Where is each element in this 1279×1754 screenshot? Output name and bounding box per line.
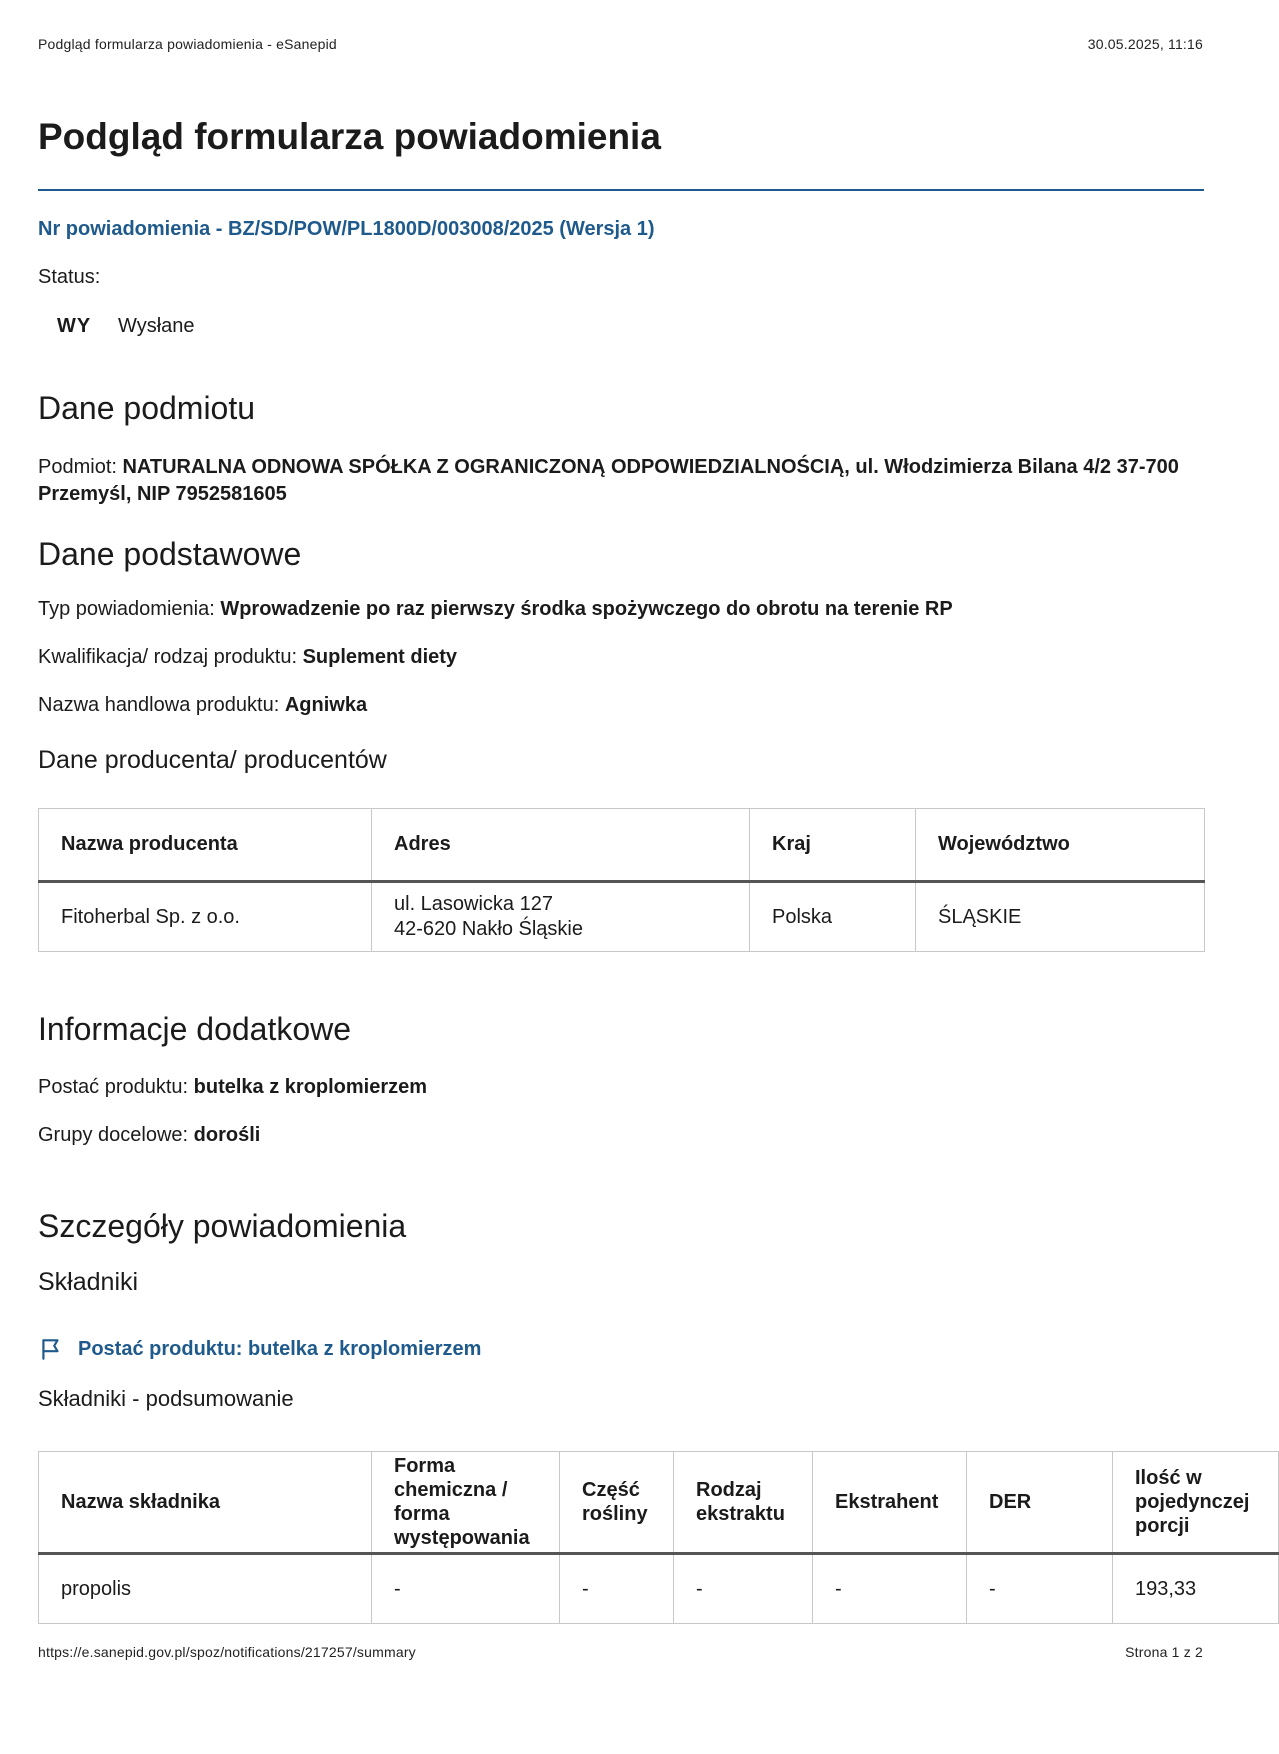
table-cell: propolis <box>39 1554 372 1624</box>
column-header: Część rośliny <box>560 1452 674 1554</box>
producer-address-cell <box>372 882 750 952</box>
table-row <box>39 1554 1279 1624</box>
column-header: Nazwa producenta <box>39 809 372 882</box>
field-label: Grupy docelowe: <box>38 1124 194 1146</box>
table-header-row <box>39 809 1205 882</box>
address-line: ul. Lasowicka 127 <box>394 893 553 915</box>
column-header: DER <box>967 1452 1113 1554</box>
address-line: 42-620 Nakło Śląskie <box>394 918 583 940</box>
print-footer-url: https://e.sanepid.gov.pl/spoz/notifications/217257/summary <box>38 1644 416 1660</box>
field-label: Kwalifikacja/ rodzaj produktu: <box>38 646 303 668</box>
field-value: butelka z kroplomierzem <box>193 1076 428 1098</box>
podmiot-value: NATURALNA ODNOWA SPÓŁKA Z OGRANICZONĄ ODPOWIEDZIALNOŚCIĄ, ul. Włodzimierza Bilana 4/2 37-700 Przemyśl, NIP 7952581605 <box>38 456 1179 505</box>
product-form-link-text: Postać produktu: butelka z kroplomierzem <box>78 1337 482 1360</box>
column-header: Ekstrahent <box>813 1452 967 1554</box>
column-header: Nazwa składnika <box>39 1452 372 1554</box>
status-text: Wysłane <box>118 315 195 337</box>
section-heading-dane-podmiotu: Dane podmiotu <box>38 390 256 426</box>
field-label: Typ powiadomienia: <box>38 598 221 620</box>
field-value: Wprowadzenie po raz pierwszy środka spożywczego do obrotu na terenie RP <box>220 598 953 620</box>
table-cell: - <box>560 1554 674 1624</box>
podmiot-label: Podmiot: <box>38 456 123 478</box>
section-heading-szczegoly: Szczegóły powiadomienia <box>38 1208 407 1244</box>
product-form-link[interactable] <box>38 1336 481 1362</box>
flag-icon <box>38 1336 64 1362</box>
ingredients-table-viewport <box>38 1451 1250 1623</box>
table-cell: 193,33 <box>1113 1554 1279 1624</box>
producer-country-cell: Polska <box>750 882 916 952</box>
field-label: Postać produktu: <box>38 1076 194 1098</box>
podmiot-field <box>38 454 1204 508</box>
grupy-docelowe-field <box>38 1124 260 1147</box>
status-code: WY <box>57 315 92 337</box>
producers-table <box>38 808 1205 952</box>
field-value: dorośli <box>193 1124 261 1146</box>
field-value: Suplement diety <box>302 646 458 668</box>
table-cell: - <box>372 1554 560 1624</box>
field-label: Nazwa handlowa produktu: <box>38 694 285 716</box>
subheading-producenci: Dane producenta/ producentów <box>38 746 387 774</box>
print-footer <box>38 1644 1203 1660</box>
column-header: Forma chemiczna / forma występowania <box>372 1452 560 1554</box>
table-cell: - <box>674 1554 813 1624</box>
table-header-row <box>39 1452 1279 1554</box>
section-heading-informacje-dodatkowe: Informacje dodatkowe <box>38 1011 352 1047</box>
postac-produktu-field <box>38 1076 427 1099</box>
table-row <box>39 882 1205 952</box>
page-title: Podgląd formularza powiadomienia <box>38 116 661 157</box>
subheading-skladniki: Składniki <box>38 1268 139 1296</box>
subheading-skladniki-podsumowanie: Składniki - podsumowanie <box>38 1386 294 1411</box>
print-header <box>38 36 1203 52</box>
notification-number: Nr powiadomienia - BZ/SD/POW/PL1800D/003008/2025 (Wersja 1) <box>38 218 655 240</box>
producer-name-cell: Fitoherbal Sp. z o.o. <box>39 882 372 952</box>
nazwa-handlowa-field <box>38 694 367 717</box>
column-header: Ilość w pojedynczej porcji <box>1113 1452 1279 1554</box>
print-header-title: Podgląd formularza powiadomienia - eSanepid <box>38 36 337 52</box>
table-cell: - <box>967 1554 1113 1624</box>
producer-region-cell: ŚLĄSKIE <box>916 882 1205 952</box>
column-header: Kraj <box>750 809 916 882</box>
column-header: Adres <box>372 809 750 882</box>
print-header-datetime: 30.05.2025, 11:16 <box>1087 36 1203 52</box>
ingredients-table <box>38 1451 1279 1624</box>
print-footer-page-number: Strona 1 z 2 <box>1125 1644 1203 1660</box>
status-label: Status: <box>38 266 101 288</box>
typ-powiadomienia-field <box>38 598 953 621</box>
column-header: Województwo <box>916 809 1205 882</box>
kwalifikacja-field <box>38 646 457 669</box>
field-value: Agniwka <box>284 694 368 716</box>
section-heading-dane-podstawowe: Dane podstawowe <box>38 536 302 572</box>
title-divider <box>38 189 1204 191</box>
table-cell: - <box>813 1554 967 1624</box>
column-header: Rodzaj ekstraktu <box>674 1452 813 1554</box>
